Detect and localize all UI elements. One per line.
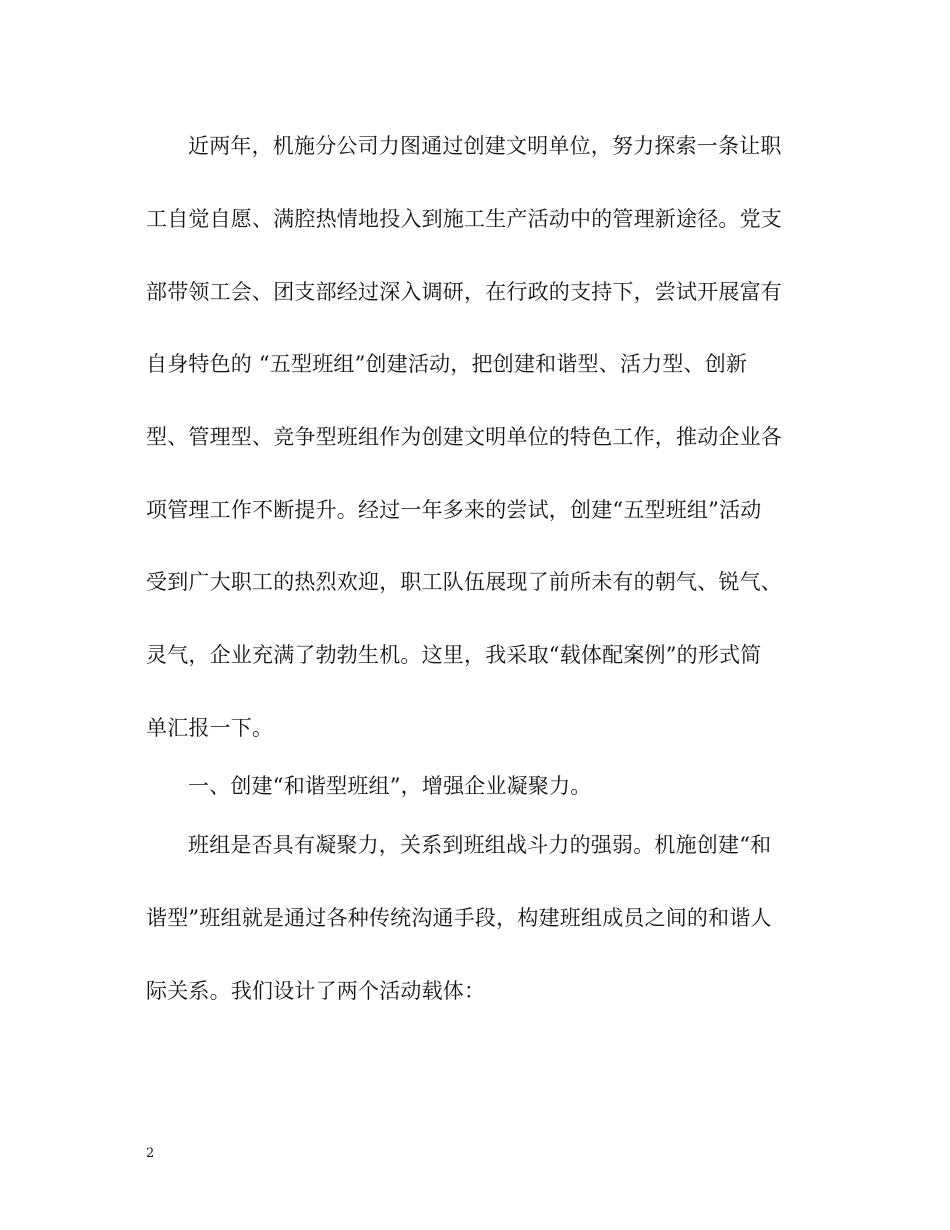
paragraph-line: 工自觉自愿、满腔热情地投入到施工生产活动中的管理新途径。党支 (146, 207, 782, 231)
paragraph-line: 型、管理型、竞争型班组作为创建文明单位的特色工作，推动企业各 (146, 425, 782, 449)
paragraph-line: 部带领工会、团支部经过深入调研，在行政的支持下，尝试开展富有 (146, 280, 782, 304)
paragraph-line: 受到广大职工的热烈欢迎，职工队伍展现了前所未有的朝气、锐气、 (146, 570, 782, 594)
paragraph-line: 自身特色的 “五型班组”创建活动，把创建和谐型、活力型、创新 (146, 352, 748, 376)
section-heading: 一、创建“和谐型班组”，增强企业凝聚力。 (188, 774, 592, 798)
paragraph-line: 际关系。我们设计了两个活动载体： (146, 979, 486, 1003)
paragraph-line: 班组是否具有凝聚力，关系到班组战斗力的强弱。机施创建“和 (188, 833, 772, 857)
paragraph-line: 项管理工作不断提升。经过一年多来的尝试，创建“五型班组”活动 (146, 498, 762, 522)
paragraph-line: 近两年，机施分公司力图通过创建文明单位，努力探索一条让职 (188, 134, 782, 158)
paragraph-line: 单汇报一下。 (146, 716, 274, 740)
paragraph-line: 谐型”班组就是通过各种传统沟通手段，构建班组成员之间的和谐人 (146, 906, 772, 930)
page-number: 2 (146, 1146, 155, 1161)
paragraph-line: 灵气，企业充满了勃勃生机。这里，我采取“载体配案例”的形式简 (146, 643, 762, 667)
